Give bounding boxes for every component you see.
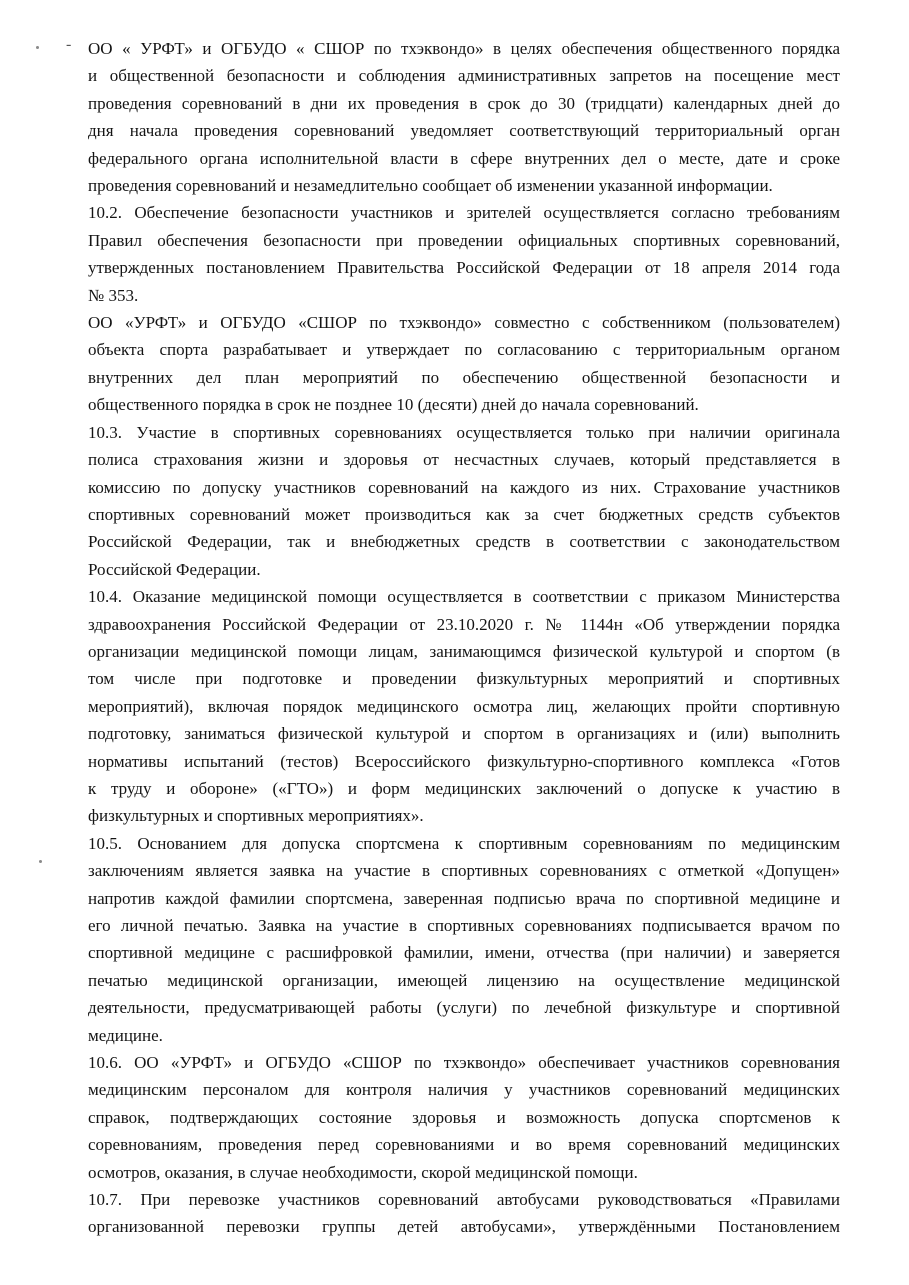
- text-line: 10.7. При перевозке участников соревнований автобусами руководствоваться «Правилами: [88, 1190, 840, 1210]
- text-line: справок, подтверждающих состояние здоровья и возможность допуска спортсменов к: [88, 1107, 840, 1127]
- text-line: общественного порядка в срок не позднее 10 (десяти) дней до начала соревнований.: [88, 395, 699, 415]
- text-line: 10.5. Основанием для допуска спортсмена к спортивным соревнованиям по медицинским: [88, 833, 840, 853]
- text-line: заключениям является заявка на участие в спортивных соревнованиях с отметкой «Допущен»: [88, 861, 840, 881]
- scan-speck: [36, 46, 39, 49]
- paragraph-10-6: [88, 1049, 840, 1186]
- text-line: мероприятий), включая порядок медицинского осмотра лиц, желающих пройти спортивную: [88, 696, 840, 716]
- paragraph-10-2: [88, 199, 840, 309]
- text-line: полиса страхования жизни и здоровья от несчастных случаев, который представляется в: [88, 450, 840, 470]
- text-line: деятельности, предусматривающей работы (услуги) по лечебной физкультуре и спортивной: [88, 998, 840, 1018]
- text-line: 10.2. Обеспечение безопасности участников и зрителей осуществляется согласно требованиям: [88, 203, 840, 223]
- text-line: проведения соревнований в дни их проведения в срок до 30 (тридцати) календарных дней до: [88, 93, 840, 113]
- text-line: спортивных соревнований может производиться как за счет бюджетных средств субъектов: [88, 504, 840, 524]
- text-line: ОО « УРФТ» и ОГБУДО « СШОР по тхэквондо» в целях обеспечения общественного порядка: [88, 39, 840, 58]
- text-line: подготовку, заниматься физической культурой и спортом в организациях и (или) выполнить: [88, 724, 840, 744]
- document-page: [88, 35, 840, 1241]
- paragraph-security-plan: [88, 309, 840, 419]
- text-line: осмотров, оказания, в случае необходимости, скорой медицинской помощи.: [88, 1162, 638, 1182]
- text-line: утвержденных постановлением Правительства Российской Федерации от 18 апреля 2014 года: [88, 258, 840, 278]
- text-line: том числе при подготовке и проведении физкультурных мероприятий и спортивных: [88, 669, 840, 689]
- text-line: к труду и обороне» («ГТО») и форм медицинских заключений о допуске к участию в: [88, 778, 840, 798]
- text-line: дня начала проведения соревнований уведомляет соответствующий территориальный орган: [88, 121, 840, 141]
- text-line: ОО «УРФТ» и ОГБУДО «СШОР по тхэквондо» совместно с собственником (пользователем): [88, 313, 840, 333]
- text-line: Правил обеспечения безопасности при проведении официальных спортивных соревнований,: [88, 230, 840, 250]
- text-line: и общественной безопасности и соблюдения административных запретов на посещение мест: [88, 66, 840, 86]
- paragraph-public-order-notice: [88, 35, 840, 199]
- text-line: здравоохранения Российской Федерации от 23.10.2020 г. № 1144н «Об утверждении порядка: [88, 614, 840, 634]
- text-line: его личной печатью. Заявка на участие в спортивных соревнованиях подписывается врачом по: [88, 916, 840, 935]
- text-line: Российской Федерации, так и внебюджетных средств в соответствии с законодательством: [88, 532, 840, 552]
- text-line: внутренних дел план мероприятий по обеспечению общественной безопасности и: [88, 367, 840, 387]
- text-line: № 353.: [88, 285, 139, 305]
- paragraph-10-4: [88, 583, 840, 830]
- text-line: комиссию по допуску участников соревнований на каждого из них. Страхование участников: [88, 477, 840, 497]
- text-line: организованной перевозки группы детей автобусами», утверждёнными Постановлением: [88, 1217, 840, 1237]
- text-line: 10.6. ОО «УРФТ» и ОГБУДО «СШОР по тхэквондо» обеспечивает участников соревнования: [88, 1053, 840, 1073]
- text-line: напротив каждой фамилии спортсмена, заверенная подписью врача по спортивной медицине и: [88, 888, 840, 908]
- margin-dash-mark: -: [66, 36, 72, 53]
- text-line: объекта спорта разрабатывает и утверждает по согласованию с территориальным органом: [88, 340, 840, 360]
- text-line: проведения соревнований и незамедлительно сообщает об изменении указанной информации.: [88, 176, 773, 196]
- text-line: Российской Федерации.: [88, 559, 261, 579]
- scan-speck: [39, 860, 42, 863]
- paragraph-10-5: [88, 830, 840, 1049]
- paragraph-10-3: [88, 419, 840, 583]
- text-line: физкультурных и спортивных мероприятиях».: [88, 806, 424, 826]
- text-line: организации медицинской помощи лицам, занимающимся физической культурой и спортом (в: [88, 641, 840, 661]
- text-line: федерального органа исполнительной власти в сфере внутренних дел о месте, дате и сроке: [88, 148, 840, 168]
- text-line: 10.4. Оказание медицинской помощи осуществляется в соответствии с приказом Министерства: [88, 587, 840, 607]
- text-line: медицинским персоналом для контроля наличия у участников соревнований медицинских: [88, 1080, 840, 1100]
- text-line: нормативы испытаний (тестов) Всероссийского физкультурно-спортивного комплекса «Готов: [88, 751, 840, 771]
- paragraph-10-7: [88, 1186, 840, 1241]
- text-line: 10.3. Участие в спортивных соревнованиях осуществляется только при наличии оригинала: [88, 422, 840, 442]
- text-line: медицине.: [88, 1025, 163, 1045]
- text-line: соревнованиям, проведения перед соревнованиями и во время соревнований медицинских: [88, 1135, 840, 1155]
- text-line: спортивной медицине с расшифровкой фамилии, имени, отчества (при наличии) и заверяется: [88, 943, 840, 963]
- text-line: печатью медицинской организации, имеющей лицензию на осуществление медицинской: [88, 970, 840, 990]
